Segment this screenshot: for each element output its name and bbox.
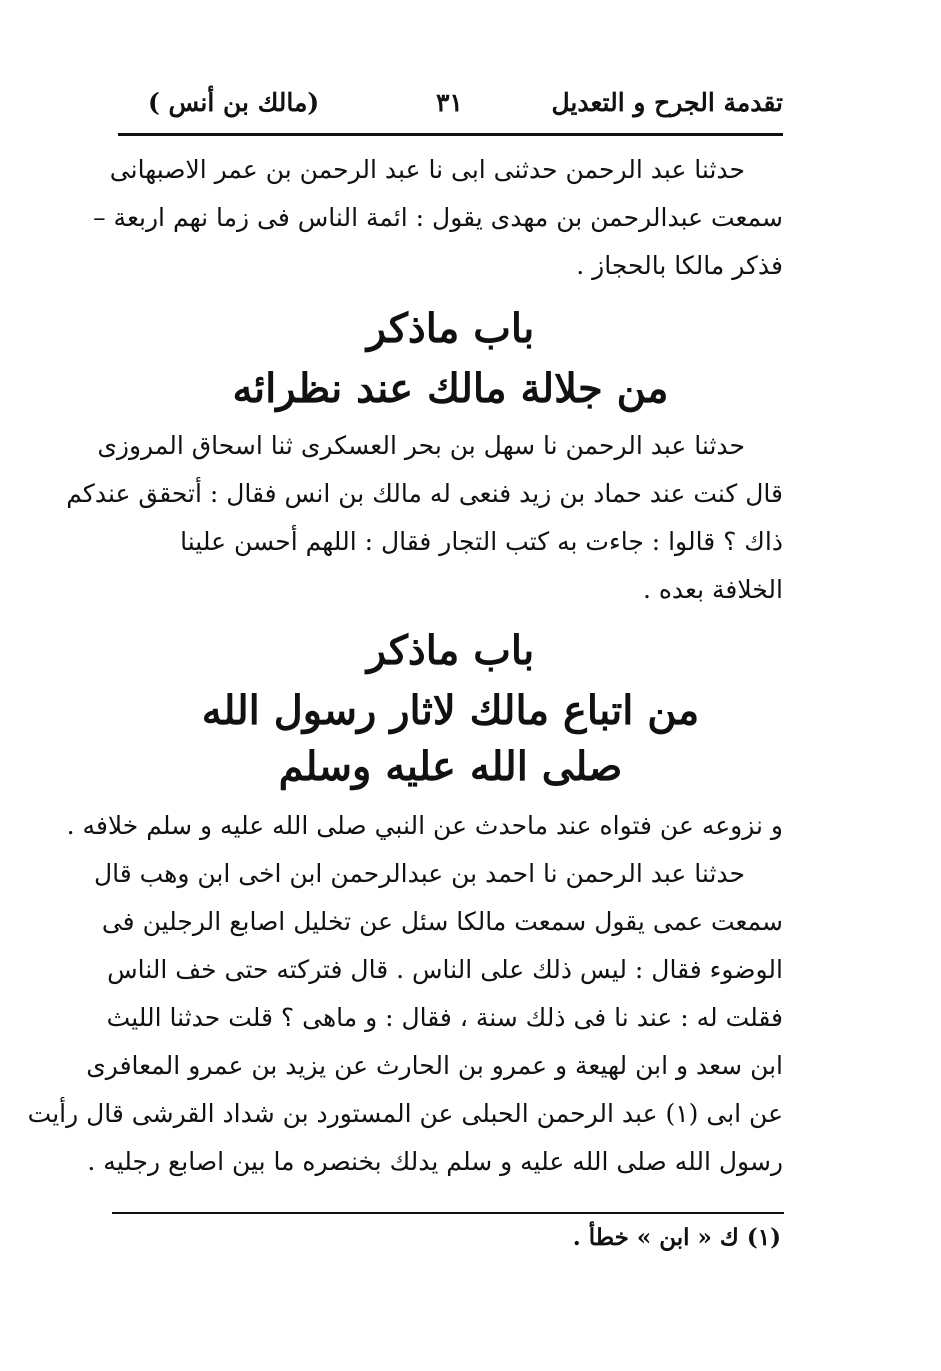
section-2-text [66,422,783,614]
chapter-subtitle: (مالك بن أنس ) [148,88,320,117]
footnote-rule [112,1212,784,1214]
text-line: الوضوء فقال : ليس ذلك على الناس . قال فتركته حتى خف الناس [107,955,783,984]
chapter-heading-1-line-1: باب ماذكر [366,305,535,352]
text-line: ابن سعد و ابن لهيعة و عمرو بن الحارث عن يزيد بن عمرو المعافرى [86,1051,783,1080]
text-line: عن ابى (١) عبد الرحمن الحبلى عن المستورد بن شداد القرشى قال رأيت [27,1099,783,1128]
page-number: ٣١ [436,88,463,117]
footnote: (١) ك « ابن » خطأ . [572,1224,781,1251]
header-rule [118,133,783,136]
text-line: و نزوعه عن فتواه عند ماحدث عن النبي صلى الله عليه و سلم خلافه . [66,811,783,840]
text-line: ذاك ؟ قالوا : جاءت به كتب التجار فقال : اللهم أحسن علينا [180,527,783,556]
book-title: تقدمة الجرح و التعديل [551,88,783,117]
text-line: حدثنا عبد الرحمن نا احمد بن عبدالرحمن ابن اخى ابن وهب قال [93,859,745,888]
chapter-heading-2-line-2: من اتباع مالك لاثار رسول الله [201,687,700,734]
text-line: الخلافة بعده . [642,575,783,604]
chapter-heading-2-line-3: صلى الله عليه وسلم [278,743,623,790]
text-line: حدثنا عبد الرحمن حدثنى ابى نا عبد الرحمن بن عمر الاصبهانى [109,155,745,184]
text-line: فقلت له : عند نا فى ذلك سنة ، فقال : و ماهى ؟ قلت حدثنا الليث [106,1003,783,1032]
text-line: سمعت عبدالرحمن بن مهدى يقول : ائمة الناس فى زما نهم اربعة – [93,203,783,232]
text-line: سمعت عمى يقول سمعت مالكا سئل عن تخليل اصابع الرجلين فى [101,907,783,936]
chapter-heading-1-line-2: من جلالة مالك عند نظرائه [232,365,669,412]
text-line: فذكر مالكا بالحجاز . [576,251,783,280]
text-line: حدثنا عبد الرحمن نا سهل بن بحر العسكرى ثنا اسحاق المروزى [97,431,745,460]
text-line: قال كنت عند حماد بن زيد فنعى له مالك بن انس فقال : أتحقق عندكم [66,479,783,508]
section-3-text [27,802,783,1186]
chapter-heading-2-line-1: باب ماذكر [366,627,535,674]
text-line: رسول الله صلى الله عليه و سلم يدلك بخنصره ما بين اصابع رجليه . [87,1147,783,1176]
running-header [118,78,783,130]
section-1-text [93,146,783,290]
